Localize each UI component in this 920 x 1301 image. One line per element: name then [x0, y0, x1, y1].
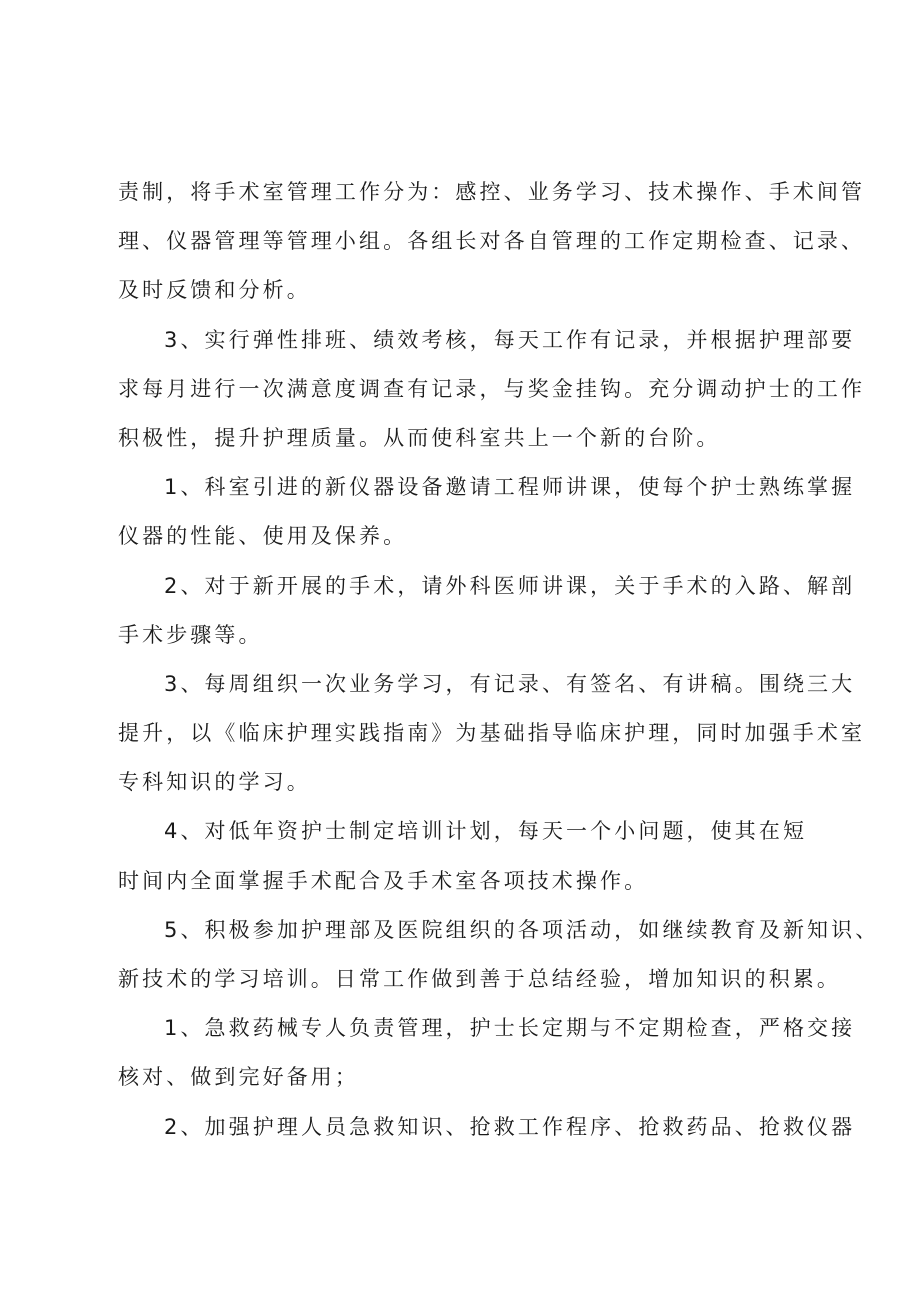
text-line: 求每月进行一次满意度调查有记录，与奖金挂钩。充分调动护士的工作: [118, 376, 866, 401]
text-line: 责制，将手术室管理工作分为：感控、业务学习、技术操作、手术间管: [118, 180, 866, 204]
text-line: 及时反馈和分析。: [118, 278, 311, 303]
text-line: 新技术的学习培训。日常工作做到善于总结经验，增加知识的积累。: [118, 967, 841, 991]
text-line: 核对、做到完好备用；: [118, 1065, 359, 1090]
text-line: 2、加强护理人员急救知识、抢救工作程序、抢救药品、抢救仪器: [164, 1114, 856, 1139]
text-line: 手术步骤等。: [118, 622, 263, 647]
text-line: 提升，以《临床护理实践指南》为基础指导临床护理，同时加强手术室: [118, 721, 866, 746]
text-line: 5、积极参加护理部及医院组织的各项活动，如继续教育及新知识、: [164, 917, 880, 942]
text-line: 4、对低年资护士制定培训计划，每天一个小问题，使其在短: [164, 819, 808, 844]
text-line: 仪器的性能、使用及保养。: [118, 524, 408, 549]
text-line: 2、对于新开展的手术，请外科医师讲课，关于手术的入路、解剖: [164, 573, 856, 598]
text-line: 1、急救药械专人负责管理，护士长定期与不定期检查，严格交接: [164, 1016, 856, 1041]
text-line: 3、实行弹性排班、绩效考核，每天工作有记录，并根据护理部要: [164, 327, 856, 352]
document-body: [118, 168, 880, 1152]
text-line: 理、仪器管理等管理小组。各组长对各自管理的工作定期检查、记录、: [118, 229, 866, 254]
text-line: 时间内全面掌握手术配合及手术室各项技术操作。: [118, 868, 649, 893]
text-line: 1、科室引进的新仪器设备邀请工程师讲课，使每个护士熟练掌握: [164, 475, 856, 500]
text-line: 专科知识的学习。: [118, 770, 311, 795]
text-line: 积极性，提升护理质量。从而使科室共上一个新的台阶。: [118, 425, 721, 450]
text-line: 3、每周组织一次业务学习，有记录、有签名、有讲稿。围绕三大: [164, 671, 856, 696]
